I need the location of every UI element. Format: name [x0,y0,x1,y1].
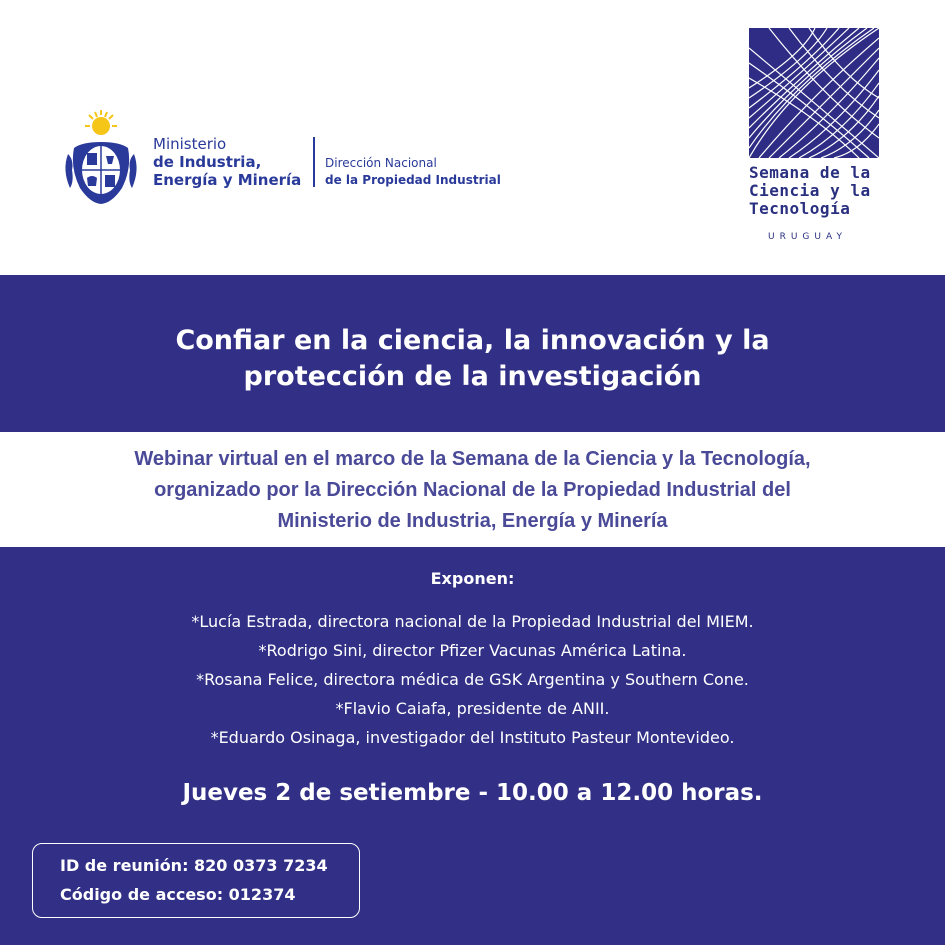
speaker-item: *Lucía Estrada, directora nacional de la Propiedad Industrial del MIEM. [191,612,754,631]
subtitle [0,444,945,537]
meeting-passcode: Código de acceso: 012374 [60,885,296,904]
sct-wave-logo-icon [749,28,879,158]
speaker-item: *Flavio Caiafa, presidente de ANII. [335,699,610,718]
speakers-label: Exponen: [430,569,515,588]
subtitle-section [0,432,945,547]
event-datetime: Jueves 2 de setiembre - 10.00 a 12.00 horas. [182,780,763,806]
speaker-item: *Eduardo Osinaga, investigador del Instituto Pasteur Montevideo. [210,728,735,747]
subtitle-line-2: organizado por la Dirección Nacional de la Propiedad Industrial del [154,479,791,501]
ministry-line-2: de Industria, [153,153,262,171]
ministry-line-3: Energía y Minería [153,171,302,189]
meeting-id: ID de reunión: 820 0373 7234 [60,856,328,875]
subtitle-line-1: Webinar virtual en el marco de la Semana de la Ciencia y la Tecnología, [134,448,811,470]
dnpi-name [325,155,501,189]
uruguay-coat-of-arms-icon [60,108,142,208]
sct-country: URUGUAY [768,232,847,242]
speaker-item: *Rodrigo Sini, director Pfizer Vacunas América Latina. [258,641,687,660]
title-band [0,275,945,432]
dnpi-line-2: de la Propiedad Industrial [325,173,501,187]
ministry-name [153,135,301,189]
sct-name [749,164,871,218]
title-line-1: Confiar en la ciencia, la innovación y la [175,325,770,356]
sct-line-1: Semana de la [749,163,871,182]
dnpi-line-1: Dirección Nacional [325,156,437,170]
meeting-info-box [32,843,360,918]
header-divider [313,137,315,187]
speakers-list [0,607,945,752]
sct-line-3: Tecnología [749,199,851,218]
header [0,0,945,275]
ministry-line-1: Ministerio [153,135,227,153]
page-title [0,323,945,395]
title-line-2: protección de la investigación [243,361,702,392]
subtitle-line-3: Ministerio de Industria, Energía y Minería [277,510,668,532]
details-band [0,547,945,945]
sct-line-2: Ciencia y la [749,181,871,200]
speaker-item: *Rosana Felice, directora médica de GSK Argentina y Southern Cone. [196,670,749,689]
